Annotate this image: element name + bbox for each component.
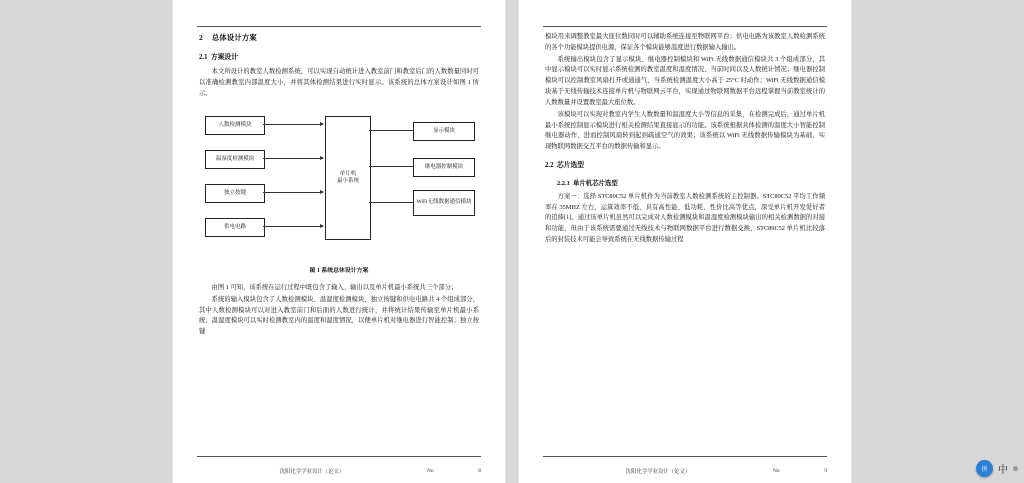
heading-3-title: 芯片选型 (556, 162, 585, 170)
heading-2-number: 2 (199, 33, 203, 42)
system-block-diagram (199, 110, 479, 260)
diagram-mcu-line-1: 单片机 (339, 170, 357, 177)
paragraph: 该模块可以实现对教室内学生人数数量和温湿度大小等信息的采集，在检测完成后，通过单片机最小系统控制显示模块进行相关检测结果直接显示的功能。该系统根据具体检测的温度大小智能控制继电器动作，进而控制风扇转到起到疏通空气的效果；该系统以 WiFi 无线数据传输模块为基础，实现物联网数据交互平台的数据传输和显示。 (545, 110, 825, 151)
heading-4-number: 2.2.1 (557, 179, 570, 187)
ime-language-label[interactable]: 中 (998, 465, 1008, 476)
page-left-footer (197, 467, 481, 475)
heading-4-mcu-selection (557, 178, 825, 189)
footer-center-text: 沈阳化学学业设计（论文） (279, 469, 345, 475)
diagram-input-box-3: 独立按键 (205, 184, 265, 203)
page-right-footer (543, 467, 827, 475)
heading-2-overall-design (199, 32, 479, 45)
paragraph: 本文所设计的教室人数检测系统，可以实现自动统计进入教室前门和教室后门的人数数量同时可以准确检测教室内部温度大小，并将其体检测结果进行实时显示。该系统的总体方案设计如图 1 所示。 (199, 68, 479, 97)
footer-page-indicator (427, 468, 481, 474)
footer-page-indicator (773, 468, 827, 474)
heading-4-title: 单片机芯片选型 (572, 179, 618, 187)
ime-status-widget[interactable] (976, 460, 1018, 477)
ime-pinyin-icon[interactable]: 拼 (976, 460, 993, 477)
heading-3-number: 2.2 (545, 162, 554, 170)
page-frame-bottom-rule (197, 456, 481, 457)
diagram-output-box-3: WiFi无线数据通信模块 (413, 190, 475, 216)
footer-no-label: No (427, 468, 434, 474)
page-frame-top-rule (543, 26, 827, 27)
diagram-arrow-in-1 (263, 124, 323, 125)
paragraph: 模块用来调整教室最大座位数同时可以辅助系统连接至物联网平台；供电电路为该教室人数检测系统的各个功能模块提供电源，保证各个模块能够温度进行数据输入输出。 (545, 33, 825, 51)
figure-caption: 图 1 系统总体设计方案 (309, 267, 369, 274)
heading-2-title: 总体设计方案 (211, 33, 257, 42)
page-frame-top-rule (197, 26, 481, 27)
footer-center-text: 沈阳化学学业设计（论文） (625, 469, 691, 475)
page-right-content (545, 32, 825, 246)
diagram-input-box-1: 人数检测模块 (205, 116, 265, 135)
heading-3-scheme-design (199, 52, 479, 64)
heading-3-chip-selection (545, 160, 825, 172)
diagram-output-box-2: 继电器控制模块 (413, 158, 475, 177)
footer-no-label: No (773, 468, 780, 474)
paragraph: 方案一：选择 STC89C52 单片机作为当前教室人数检测系统的主控制器。STC89C52 平均工作频率在 35MHZ 左右，运算效率不低，具有高性能、低功耗、性价比高等优点，深受单片机开发爱好者的追捧[1]。通过该单片机虽然可以完成对人数检测模块和温湿度检测模块输出的相关检测数据的对接和功能，但由于该系统需要通过无线技术与物联网数据平台进行数据交换，STC89C52 单片机比较落后的封装技术可能会导致系统在无线数据传输过程 (545, 192, 825, 244)
heading-3-number: 2.1 (199, 53, 208, 61)
diagram-arrow-in-2 (263, 158, 323, 159)
diagram-output-box-1: 显示模块 (413, 122, 475, 141)
diagram-arrow-in-3 (263, 192, 323, 193)
diagram-mcu-line-2: 最小系统 (336, 177, 359, 184)
page-left-content (199, 32, 479, 338)
diagram-mcu-box (325, 116, 371, 240)
paragraph: 由图 1 可知，该系统在运行过程中既包含了输入、输出以及单片机最小系统共三个部分； (211, 283, 458, 291)
ime-menu-dot-icon[interactable] (1013, 466, 1018, 471)
footer-page-number: 8 (478, 468, 481, 474)
footer-page-number: 9 (824, 468, 827, 474)
diagram-input-box-4: 供电电路 (205, 218, 265, 237)
diagram-input-box-2: 温湿度检测模块 (205, 150, 265, 169)
page-frame-bottom-rule (543, 456, 827, 457)
heading-3-title: 方案设计 (210, 53, 239, 61)
page-left (173, 0, 505, 483)
paragraph: 系统的输入模块包含了人数检测模块、温湿度检测模块、独立按键和供电电路共 4 个组成部分，其中人数检测模块可以对进入教室前门和后面的人数进行统计，并将统计结果传输至单片机最小系统；温湿度模块可以实时检测教室内的温度和湿度情况，以便单片机对继电器进行智能控制；独立按键 (199, 295, 479, 336)
page-right (519, 0, 851, 483)
paragraph: 系统输出模块包含了显示模块、继电器控制模块和 WiFi 无线数据通信模块共 3 个组成部分，其中显示模块可以实时显示系统检测的教室温度和湿度情况、当前时间以及人数统计情况；继电器控制模块可以控制教室风扇打开或通通气，当系统检测温度大小高于 25°C 时动作；WiFi 无线数据通信模块基于无线传输技术连接单片机与物联网云平台，实现通过物联网数据平台远程掌握当前教室统计的人数数量并设置教室最大座位数。 (545, 55, 825, 106)
diagram-arrow-in-4 (263, 226, 323, 227)
